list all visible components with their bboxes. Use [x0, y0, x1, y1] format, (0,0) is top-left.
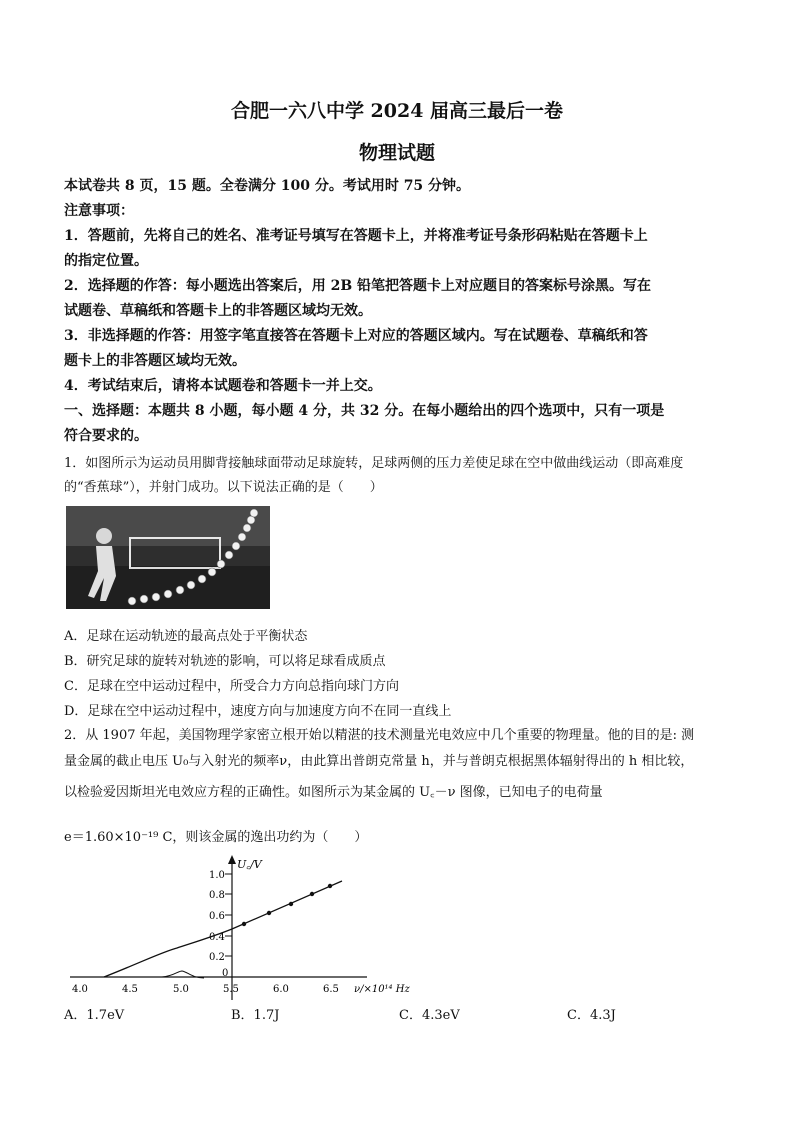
- x-tick-6: 6.5: [323, 984, 339, 995]
- x-tick-1: 4.0: [72, 984, 88, 995]
- section-heading-1: 一、选择题：本题共 8 小题，每小题 4 分，共 32 分。在每小题给出的四个选项中，只有一项是: [64, 403, 665, 419]
- q2-option-a: A．1.7eV: [64, 1008, 125, 1023]
- q2-stem-4: e＝1.60×10⁻¹⁹ C，则该金属的逸出功约为（ ）: [64, 830, 368, 845]
- exam-title: 合肥一六八中学 2024 届高三最后一卷: [230, 100, 564, 122]
- notice-item-4: 4．考试结束后，请将本试题卷和答题卡一并上交。: [64, 378, 382, 394]
- q1-stem-2: 的“香蕉球”），并射门成功。以下说法正确的是（ ）: [64, 480, 383, 495]
- x-tick-2: 4.5: [122, 984, 138, 995]
- x-axis-label: ν/×10¹⁴ Hz: [354, 984, 410, 995]
- banana-kick-photo: [66, 506, 270, 609]
- notice-item-3b: 题卡上的非答题区域均无效。: [64, 353, 246, 369]
- notice-item-2b: 试题卷、草稿纸和答题卡上的非答题区域均无效。: [64, 303, 372, 319]
- section-heading-2: 符合要求的。: [64, 428, 148, 444]
- exam-intro: 本试卷共 8 页，15 题。全卷满分 100 分。考试用时 75 分钟。: [64, 178, 471, 194]
- q1-option-a: A．足球在运动轨迹的最高点处于平衡状态: [64, 629, 308, 644]
- y-tick-6: 0: [222, 968, 229, 979]
- notice-heading: 注意事项：: [64, 203, 134, 219]
- x-tick-5: 6.0: [273, 984, 289, 995]
- q1-stem-1: 1．如图所示为运动员用脚背接触球面带动足球旋转，足球两侧的压力差使足球在空中做曲线运动（即高难度: [64, 456, 684, 471]
- exam-subject: 物理试题: [358, 142, 435, 164]
- q2-option-b: B．1.7J: [231, 1008, 280, 1023]
- y-tick-3: 0.6: [209, 911, 225, 922]
- x-tick-3: 5.0: [173, 984, 189, 995]
- notice-item-1a: 1．答题前，先将自己的姓名、准考证号填写在答题卡上，并将准考证号条形码粘贴在答题卡上: [64, 228, 648, 244]
- notice-item-3a: 3．非选择题的作答：用签字笔直接答在答题卡上对应的答题区域内。写在试题卷、草稿纸和答: [64, 328, 648, 344]
- q2-option-c: C．4.3eV: [399, 1008, 460, 1023]
- q2-stem-2: 量金属的截止电压 U₀与入射光的频率ν，由此算出普朗克常量 h，并与普朗克根据黑体辐射得出的 h 相比较，: [64, 754, 694, 769]
- q1-option-c: C．足球在空中运动过程中，所受合力方向总指向球门方向: [64, 679, 399, 694]
- y-tick-1: 1.0: [209, 870, 225, 881]
- y-axis-label: U꜀/V: [237, 858, 262, 871]
- y-tick-2: 0.8: [209, 890, 225, 901]
- q1-option-b: B．研究足球的旋转对轨迹的影响，可以将足球看成质点: [64, 654, 386, 669]
- x-tick-4: 5.5: [223, 984, 239, 995]
- q2-stem-1: 2．从 1907 年起，美国物理学家密立根开始以精湛的技术测量光电效应中几个重要的物理量。他的目的是: 测: [64, 728, 695, 743]
- y-tick-5: 0.2: [209, 952, 225, 963]
- q1-option-d: D．足球在空中运动过程中，速度方向与加速度方向不在同一直线上: [64, 704, 452, 719]
- q2-option-d: C．4.3J: [567, 1008, 616, 1023]
- notice-item-2a: 2．选择题的作答：每小题选出答案后，用 2B 铅笔把答题卡上对应题目的答案标号涂黑。写在: [64, 278, 652, 294]
- q2-stem-3: 以检验爱因斯坦光电效应方程的正确性。如图所示为某金属的 U꜀－ν 图像，已知电子的电荷量: [64, 785, 603, 800]
- uc-nu-graph: [62, 852, 422, 1000]
- y-tick-4: 0.4: [209, 932, 225, 943]
- notice-item-1b: 的指定位置。: [64, 253, 148, 269]
